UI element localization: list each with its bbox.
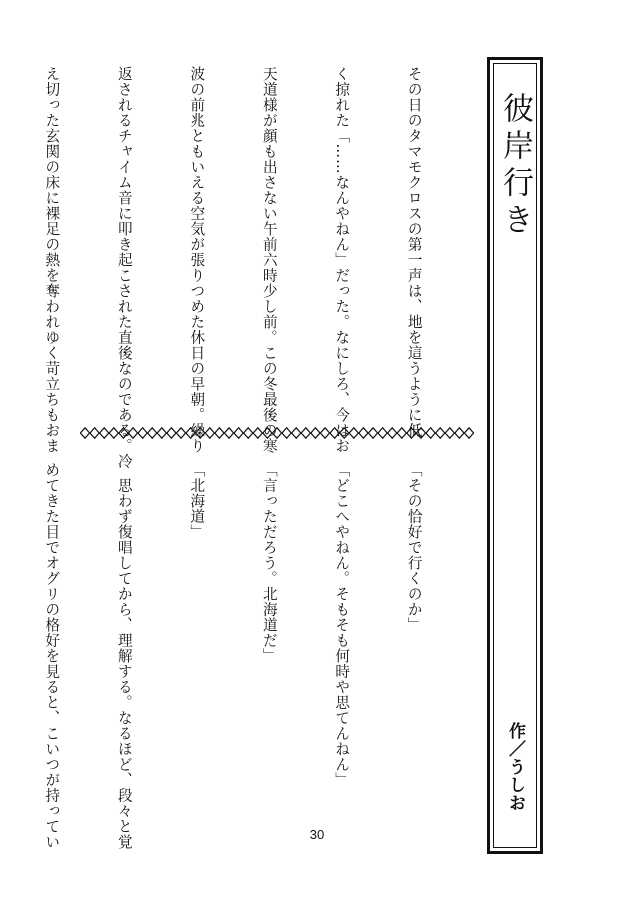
separator-diamond: [148, 428, 157, 438]
separator-diamond: [311, 428, 320, 438]
separator-diamond: [109, 428, 118, 438]
separator-diamond: [330, 428, 339, 438]
separator-diamond: [138, 428, 147, 438]
separator-diamond: [205, 428, 214, 438]
title-box: [487, 57, 543, 854]
separator-diamond: [455, 428, 464, 438]
text-line: 返されるチャイム音に叩き起こされた直後なのである。冷: [115, 66, 133, 469]
text-line: 天道様が顔も出さない午前六時少し前。この冬最後の寒: [260, 66, 278, 454]
separator-diamond: [244, 428, 253, 438]
separator-diamond: [426, 428, 435, 438]
text-line: 波の前兆ともいえる空気が張りつめた休日の早朝。繰り: [188, 66, 206, 454]
separator-diamond: [90, 428, 99, 438]
separator-diamond: [128, 428, 137, 438]
separator-diamond: [397, 428, 406, 438]
separator-diamond: [253, 428, 262, 438]
separator-diamond: [436, 428, 445, 438]
separator-diamond: [224, 428, 233, 438]
separator-diamond: [119, 428, 128, 438]
separator-diamond: [292, 428, 301, 438]
text-line: 「北海道」: [188, 462, 206, 540]
text-line: 思わず復唱してから、理解する。なるほど、段々と覚: [115, 462, 133, 850]
author-credit: 作／うしお: [505, 722, 525, 812]
separator-diamond: [388, 428, 397, 438]
separator-diamond: [157, 428, 166, 438]
separator-diamond: [215, 428, 224, 438]
separator-diamond: [378, 428, 387, 438]
text-line: え切った玄関の床に裸足の熱を奪われゆく苛立ちもおま: [43, 66, 61, 454]
separator-diamond: [407, 428, 416, 438]
separator-diamond: [234, 428, 243, 438]
separator-diamond: [263, 428, 272, 438]
text-line: く掠れた「……なんやねん」だった。なにしろ、今はお: [333, 66, 351, 454]
separator-diamond: [282, 428, 291, 438]
separator-diamond: [340, 428, 349, 438]
diamond-separator: [80, 426, 478, 440]
separator-diamond: [100, 428, 109, 438]
text-line: その日のタマモクロスの第一声は、地を這うように低: [405, 66, 423, 438]
separator-diamond: [445, 428, 454, 438]
separator-diamond: [359, 428, 368, 438]
text-line: めてきた目でオグリの格好を見ると、こいつが持ってい: [43, 462, 61, 850]
separator-diamond: [176, 428, 185, 438]
text-line: 「どこへやねん。そもそも何時や思てんねん」: [333, 462, 351, 788]
text-line: 「その恰好で行くのか」: [405, 462, 423, 633]
separator-diamond: [272, 428, 281, 438]
upper-text-block: [43, 66, 474, 469]
separator-diamond: [320, 428, 329, 438]
separator-diamond: [80, 428, 89, 438]
separator-diamond: [349, 428, 358, 438]
separator-diamond: [186, 428, 195, 438]
story-title: 彼岸行き: [497, 92, 533, 240]
separator-diamond: [464, 428, 473, 438]
separator-diamond: [196, 428, 205, 438]
separator-diamond: [167, 428, 176, 438]
page-number: 30: [309, 827, 325, 842]
text-line: 「言っただろう。北海道だ」: [260, 462, 278, 664]
separator-diamond: [416, 428, 425, 438]
separator-diamond: [368, 428, 377, 438]
separator-diamond: [301, 428, 310, 438]
